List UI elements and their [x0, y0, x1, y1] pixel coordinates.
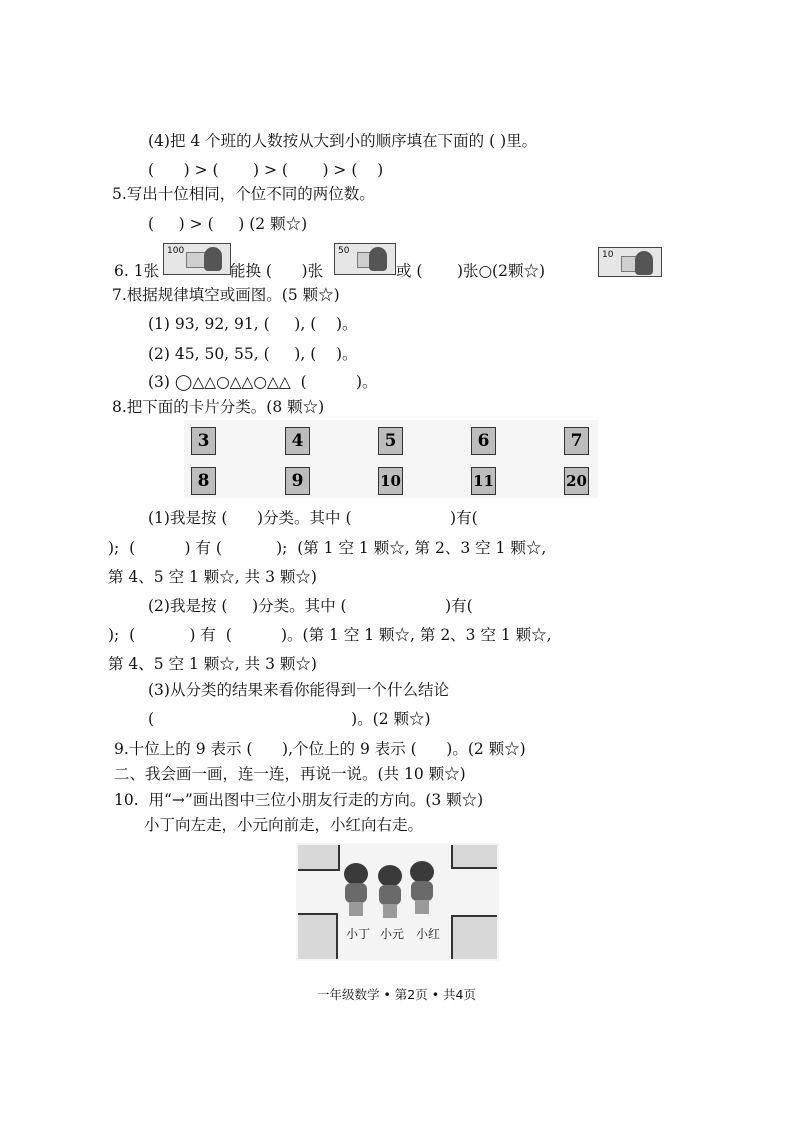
number-card: 6: [471, 427, 496, 455]
label-xiaoyuan: 小元: [380, 927, 405, 941]
sign-top-right: [451, 845, 497, 869]
label-xiaoding: 小丁: [346, 927, 371, 941]
question-8-1-line-b: ); ( ) 有 ( ); (第 1 空 1 颗☆, 第 2、3 空 1 颗☆,: [108, 539, 547, 557]
question-10-description: 小丁向左走，小元向前走，小红向右走。: [144, 816, 424, 834]
banknote-band: [186, 252, 206, 268]
number-card: 7: [564, 427, 589, 455]
children-walking-image: [296, 843, 499, 961]
question-8-2-line-a: (2)我是按 ( )分类。其中 ( )有(: [148, 597, 473, 615]
banknote-10-value: 10: [602, 250, 614, 260]
number-card: 9: [285, 467, 310, 495]
question-5-blanks: ( ) > ( ) (2 颗☆): [148, 215, 308, 233]
question-8-2-line-c: 第 4、5 空 1 颗☆, 共 3 颗☆): [108, 655, 317, 673]
question-4-4-blanks: ( ) > ( ) > ( ) > ( ): [148, 161, 384, 179]
number-card: 8: [191, 467, 216, 495]
question-4-4-title: (4)把 4 个班的人数按从大到小的顺序填在下面的 ( )里。: [148, 132, 538, 150]
question-5-title: 5.写出十位相同，个位不同的两位数。: [112, 185, 375, 203]
label-xiaohong: 小红: [416, 927, 441, 941]
banknote-100-image: [163, 243, 231, 275]
page-footer: 一年级数学 • 第2页 • 共4页: [316, 987, 477, 1002]
question-7-part-3: (3) ◯△△○△△○△△ ( )。: [148, 373, 378, 391]
question-7-title: 7.根据规律填空或画图。(5 颗☆): [112, 286, 340, 304]
number-card: 3: [191, 427, 216, 455]
question-6-middle-1: 能换 ( )张: [230, 262, 324, 280]
section-2-title: 二、我会画一画，连一连，再说一说。(共 10 颗☆): [114, 765, 466, 783]
banknote-100-value: 100: [167, 246, 185, 256]
portrait-icon: [369, 247, 387, 271]
banknote-50-image: [334, 243, 396, 275]
portrait-icon: [204, 247, 222, 271]
number-card: 20: [564, 467, 589, 495]
number-card: 5: [378, 427, 403, 455]
banknote-10-image: [598, 247, 662, 277]
banknote-50-value: 50: [338, 246, 350, 256]
question-8-3-line-a: (3)从分类的结果来看你能得到一个什么结论: [148, 681, 449, 699]
question-6-prefix: 6. 1张: [114, 262, 160, 280]
question-8-title: 8.把下面的卡片分类。(8 颗☆): [112, 398, 325, 416]
sign-top-left: [298, 845, 340, 871]
sign-bottom-left: [298, 913, 338, 959]
question-8-1-line-c: 第 4、5 空 1 颗☆, 共 3 颗☆): [108, 568, 317, 586]
question-9-text: 9.十位上的 9 表示 ( ),个位上的 9 表示 ( )。(2 颗☆): [114, 740, 526, 758]
number-card: 4: [285, 427, 310, 455]
number-card: 10: [378, 467, 403, 495]
question-10-title: 10. 用“→”画出图中三位小朋友行走的方向。(3 颗☆): [114, 791, 484, 809]
question-7-part-1: (1) 93, 92, 91, ( ), ( )。: [148, 315, 358, 333]
question-6-middle-2: 或 ( )张○(2颗☆): [396, 262, 545, 280]
question-8-3-line-b: ( )。(2 颗☆): [148, 710, 431, 728]
question-8-2-line-b: ); ( ) 有 ( )。(第 1 空 1 颗☆, 第 2、3 空 1 颗☆,: [108, 626, 552, 644]
question-8-1-line-a: (1)我是按 ( )分类。其中 ( )有(: [148, 509, 478, 527]
sign-bottom-right: [451, 915, 497, 959]
question-7-part-2: (2) 45, 50, 55, ( ), ( )。: [148, 345, 358, 363]
number-card: 11: [471, 467, 496, 495]
portrait-icon: [635, 251, 653, 275]
